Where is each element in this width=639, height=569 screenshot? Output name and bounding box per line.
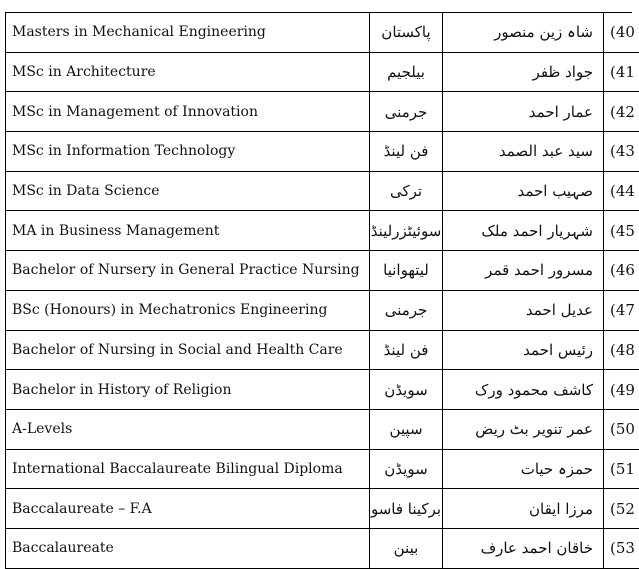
results-table [6,13,639,569]
degree-cell: MSc in Information Technology [6,132,370,172]
country-cell: لیتھوانیا [370,251,443,291]
degree-cell: MA in Business Management [6,211,370,251]
table-row [6,92,639,132]
name-cell: عمار احمد [443,92,604,132]
serial-number-cell: (40 [604,13,639,52]
country-cell: بیلجیم [370,52,443,92]
serial-number-cell: (51 [604,449,639,489]
degree-cell: MSc in Architecture [6,52,370,92]
serial-number-cell: (42 [604,92,639,132]
serial-number-cell: (45 [604,211,639,251]
country-cell: سویڈن [370,449,443,489]
table-row [6,132,639,172]
name-cell: عدیل احمد [443,290,604,330]
table-row [6,449,639,489]
country-cell: ترکی [370,171,443,211]
table-row [6,409,639,449]
name-cell: مسرور احمد قمر [443,251,604,291]
degree-cell: Baccalaureate [6,528,370,568]
name-cell: صہیب احمد [443,171,604,211]
table-row [6,330,639,370]
name-cell: حمزہ حیات [443,449,604,489]
name-cell: شاہ زین منصور [443,13,604,52]
table-row [6,211,639,251]
serial-number-cell: (52 [604,489,639,529]
degree-cell: International Baccalaureate Bilingual Diploma [6,449,370,489]
country-cell: سویڈن [370,370,443,410]
name-cell: خاقان احمد عارف [443,528,604,568]
table-row [6,251,639,291]
name-cell: مرزا ایقان [443,489,604,529]
serial-number-cell: (46 [604,251,639,291]
degree-cell: MSc in Data Science [6,171,370,211]
degree-cell: A-Levels [6,409,370,449]
serial-number-cell: (44 [604,171,639,211]
degree-cell: BSc (Honours) in Mechatronics Engineering [6,290,370,330]
country-cell: پاکستان [370,13,443,52]
country-cell: جرمنی [370,92,443,132]
country-cell: سوئیٹزرلینڈ [370,211,443,251]
name-cell: عمر تنویر بٹ ریض [443,409,604,449]
name-cell: جواد ظفر [443,52,604,92]
results-table-container [5,12,632,569]
table-row [6,13,639,52]
degree-cell: Bachelor of Nursing in Social and Health Care [6,330,370,370]
table-row [6,489,639,529]
table-row [6,171,639,211]
serial-number-cell: (41 [604,52,639,92]
serial-number-cell: (43 [604,132,639,172]
country-cell: فن لینڈ [370,330,443,370]
table-row [6,370,639,410]
name-cell: کاشف محمود ورک [443,370,604,410]
results-table-body [6,13,639,568]
name-cell: شہریار احمد ملک [443,211,604,251]
degree-cell: Bachelor in History of Religion [6,370,370,410]
serial-number-cell: (48 [604,330,639,370]
table-row [6,52,639,92]
country-cell: سپین [370,409,443,449]
table-row [6,290,639,330]
serial-number-cell: (53 [604,528,639,568]
name-cell: رئیس احمد [443,330,604,370]
country-cell: بینن [370,528,443,568]
degree-cell: Bachelor of Nursery in General Practice Nursing [6,251,370,291]
country-cell: جرمنی [370,290,443,330]
degree-cell: MSc in Management of Innovation [6,92,370,132]
table-row [6,528,639,568]
name-cell: سید عبد الصمد [443,132,604,172]
degree-cell: Baccalaureate – F.A [6,489,370,529]
country-cell: فن لینڈ [370,132,443,172]
country-cell: برکینا فاسو [370,489,443,529]
serial-number-cell: (47 [604,290,639,330]
serial-number-cell: (49 [604,370,639,410]
degree-cell: Masters in Mechanical Engineering [6,13,370,52]
serial-number-cell: (50 [604,409,639,449]
